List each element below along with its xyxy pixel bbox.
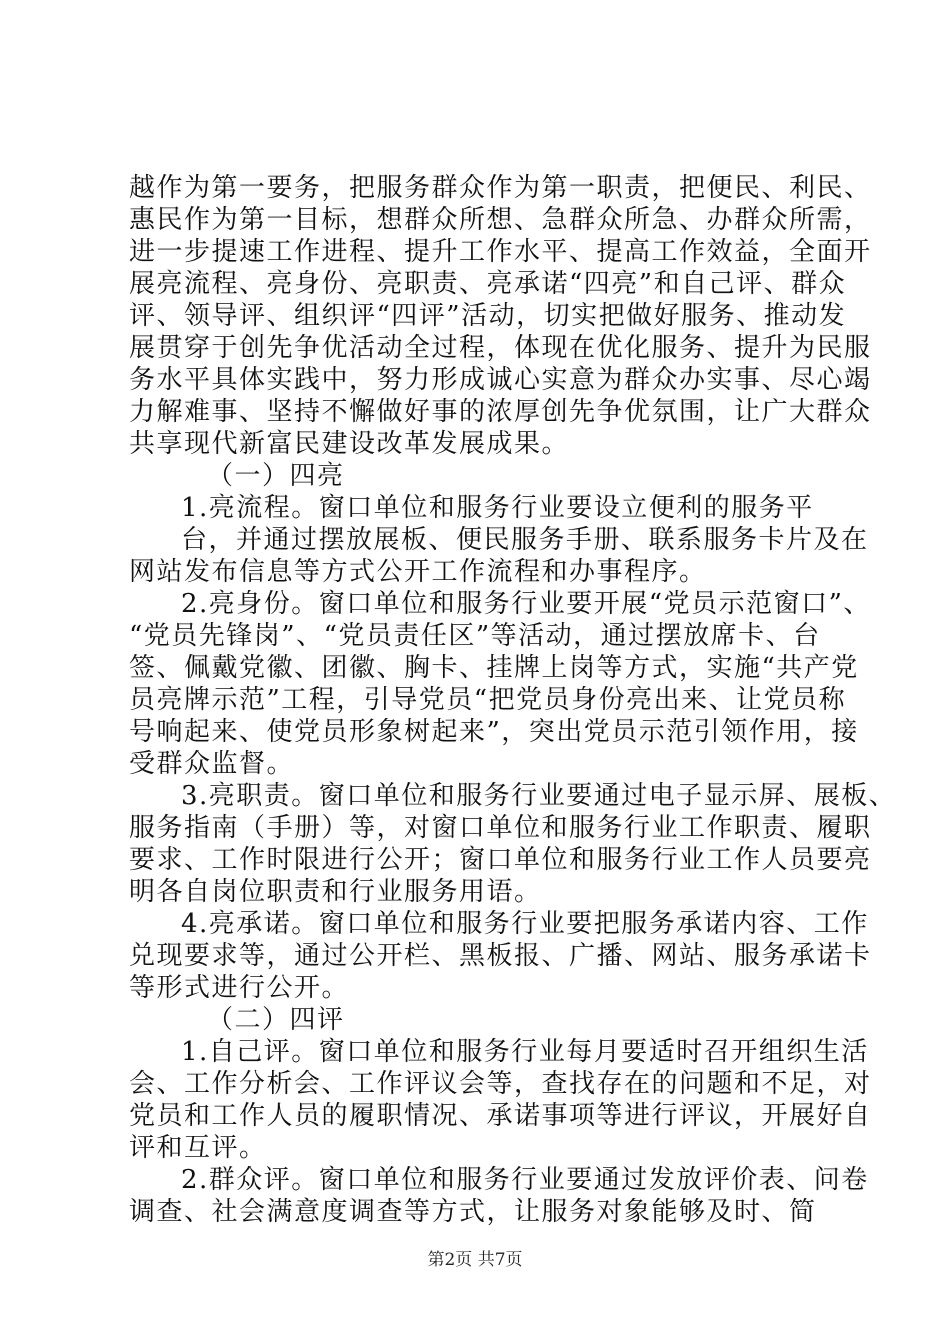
text-line: 会、工作分析会、工作评议会等，查找存在的问题和不足，对 (129, 1069, 872, 1099)
section-heading: （一）四亮 (207, 461, 345, 491)
text-line: 员亮牌示范”工程，引导党员“把党员身份亮出来、让党员称 (129, 685, 847, 715)
text-line: 明各自岗位职责和行业服务用语。 (129, 877, 542, 907)
text-line: 务水平具体实践中，努力形成诚心实意为群众办实事、尽心竭 (129, 365, 872, 395)
text-line: 1.亮流程。窗口单位和服务行业要设立便利的服务平 (181, 493, 814, 523)
text-line: 评和互评。 (129, 1133, 267, 1163)
text-line: 要求、工作时限进行公开；窗口单位和服务行业工作人员要亮 (129, 845, 872, 875)
text-line: 兑现要求等，通过公开栏、黑板报、广播、网站、服务承诺卡 (129, 941, 872, 971)
text-line: 2.群众评。窗口单位和服务行业要通过发放评价表、问卷 (181, 1165, 869, 1195)
page-number: 第2页 共7页 (427, 1250, 523, 1270)
text-line: 4.亮承诺。窗口单位和服务行业要把服务承诺内容、工作 (181, 909, 869, 939)
text-line: 评、领导评、组织评“四评”活动，切实把做好服务、推动发 (129, 301, 847, 331)
text-line: 3.亮职责。窗口单位和服务行业要通过电子显示屏、展板、 (181, 781, 897, 811)
text-line: 等形式进行公开。 (129, 973, 350, 1003)
text-line: 调查、社会满意度调查等方式，让服务对象能够及时、简 (129, 1197, 817, 1227)
text-line: 2.亮身份。窗口单位和服务行业要开展“党员示范窗口”、 (181, 589, 871, 619)
text-line: 展贯穿于创先争优活动全过程，体现在优化服务、提升为民服 (129, 333, 872, 363)
text-line: 网站发布信息等方式公开工作流程和办事程序。 (129, 557, 707, 587)
text-line: 越作为第一要务，把服务群众作为第一职责，把便民、利民、 (129, 173, 872, 203)
text-line: 进一步提速工作进程、提升工作水平、提高工作效益，全面开 (129, 237, 872, 267)
text-line: “党员先锋岗”、“党员责任区”等活动，通过摆放席卡、台 (129, 621, 821, 651)
text-line: 签、佩戴党徽、团徽、胸卡、挂牌上岗等方式，实施“共产党 (129, 653, 859, 683)
text-line: 惠民作为第一目标，想群众所想、急群众所急、办群众所需， (129, 205, 872, 235)
text-line: 力解难事、坚持不懈做好事的浓厚创先争优氛围，让广大群众 (129, 397, 872, 427)
text-line: 受群众监督。 (129, 749, 295, 779)
text-line: 服务指南（手册）等，对窗口单位和服务行业工作职责、履职 (129, 813, 872, 843)
document-body (129, 172, 897, 1228)
text-line: 展亮流程、亮身份、亮职责、亮承诺“四亮”和自己评、群众 (129, 269, 847, 299)
text-line: 党员和工作人员的履职情况、承诺事项等进行评议，开展好自 (129, 1101, 872, 1131)
text-line: 号响起来、使党员形象树起来”，突出党员示范引领作用，接 (129, 717, 859, 747)
text-line: 台，并通过摆放展板、便民服务手册、联系服务卡片及在 (181, 525, 869, 555)
text-line: 共享现代新富民建设改革发展成果。 (129, 429, 570, 459)
section-heading: （二）四评 (207, 1005, 345, 1035)
text-line: 1.自己评。窗口单位和服务行业每月要适时召开组织生活 (181, 1037, 869, 1067)
